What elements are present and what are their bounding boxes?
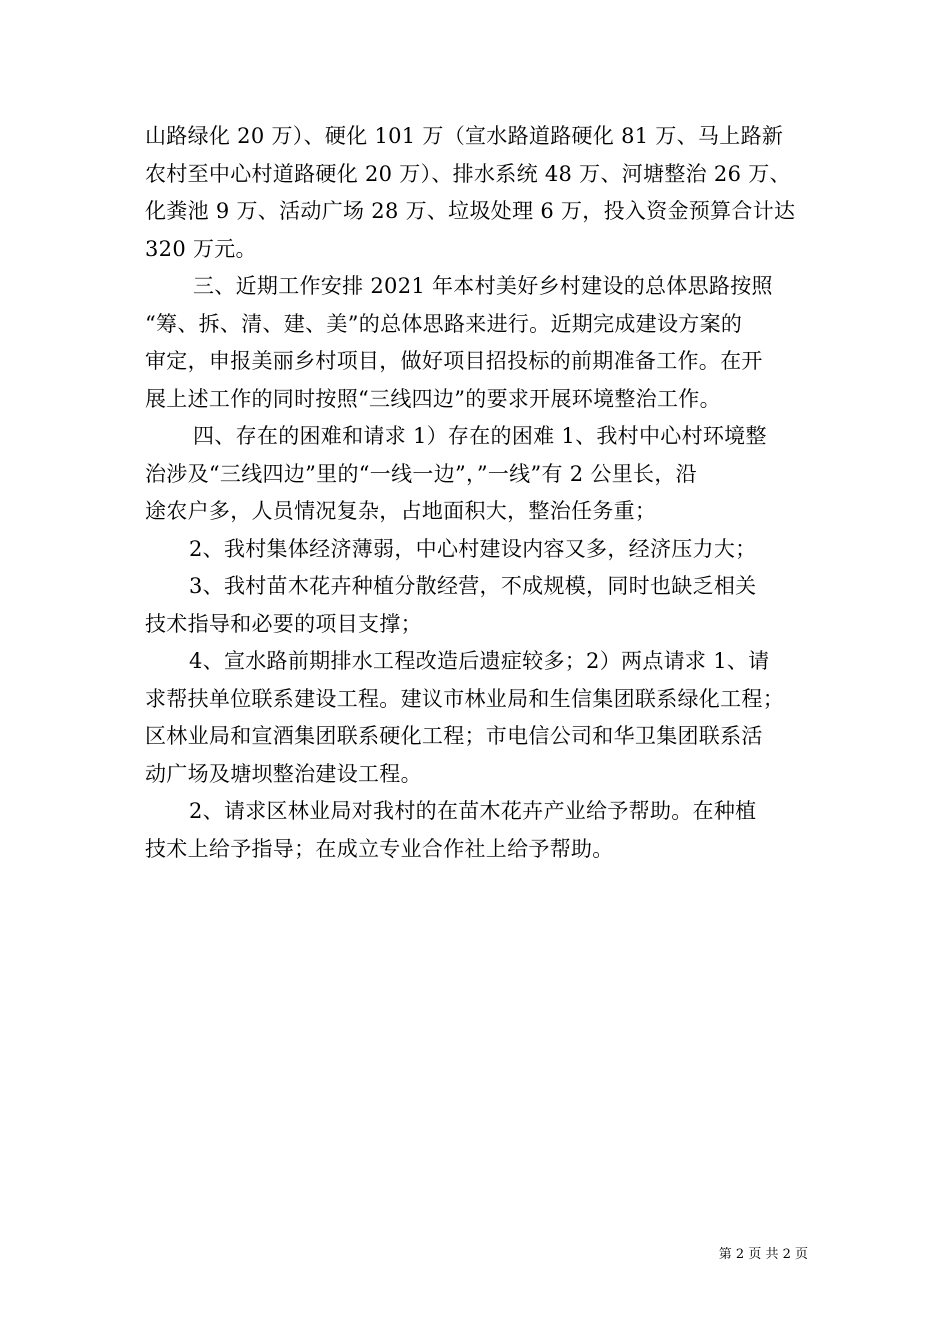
text-line: 技术上给予指导；在成立专业合作社上给予帮助。 [145,836,614,861]
page-number-footer: 第 2 页 共 2 页 [718,1247,808,1262]
text-line: 3、我村苗木花卉种植分散经营，不成规模，同时也缺乏相关 [189,574,757,598]
paragraph-request-2 [145,793,810,868]
text-line: 4、宣水路前期排水工程改造后遗症较多；2）两点请求 1、请 [189,649,770,673]
text-line: 2、请求区林业局对我村的在苗木花卉产业给予帮助。在种植 [189,799,757,823]
text-line: 农村至中心村道路硬化 20 万）、排水系统 48 万、河塘整治 26 万、 [145,161,791,186]
text-line: “筹、拆、清、建、美”的总体思路来进行。近期完成建设方案的 [145,311,743,336]
text-line: 区林业局和宣酒集团联系硬化工程；市电信公司和华卫集团联系活 [145,724,763,748]
text-line: 四、存在的困难和请求 1）存在的困难 1、我村中心村环境整 [193,424,767,448]
text-line: 技术指导和必要的项目支撑； [145,611,422,636]
paragraph-requests [145,643,810,793]
text-line: 治涉及“三线四边”里的“一线一边”，”一线”有 2 公里长，沿 [145,461,697,486]
text-line: 320 万元。 [145,236,257,261]
text-line: 求帮扶单位联系建设工程。建议市林业局和生信集团联系绿化工程； [145,686,784,711]
paragraph-difficulties [145,418,810,531]
text-line: 化粪池 9 万、活动广场 28 万、垃圾处理 6 万，投入资金预算合计达 [145,199,796,223]
text-line: 展上述工作的同时按照“三线四边”的要求开展环境整治工作。 [145,386,721,411]
text-line: 途农户多，人员情况复杂，占地面积大，整治任务重； [145,499,657,523]
paragraph-work-plan [145,268,810,418]
text-line: 山路绿化 20 万）、硬化 101 万（宣水路道路硬化 81 万、马上路新 [145,124,784,148]
text-line: 三、近期工作安排 2021 年本村美好乡村建设的总体思路按照 [193,274,773,298]
paragraph-difficulty-2 [145,531,810,569]
paragraph-difficulty-3 [145,568,810,643]
paragraph-funding [145,118,810,268]
text-line: 动广场及塘坝整治建设工程。 [145,761,422,786]
document-body [145,118,810,868]
text-line: 审定，申报美丽乡村项目，做好项目招投标的前期准备工作。在开 [145,349,763,373]
text-line: 2、我村集体经济薄弱，中心村建设内容又多，经济压力大； [189,536,757,561]
